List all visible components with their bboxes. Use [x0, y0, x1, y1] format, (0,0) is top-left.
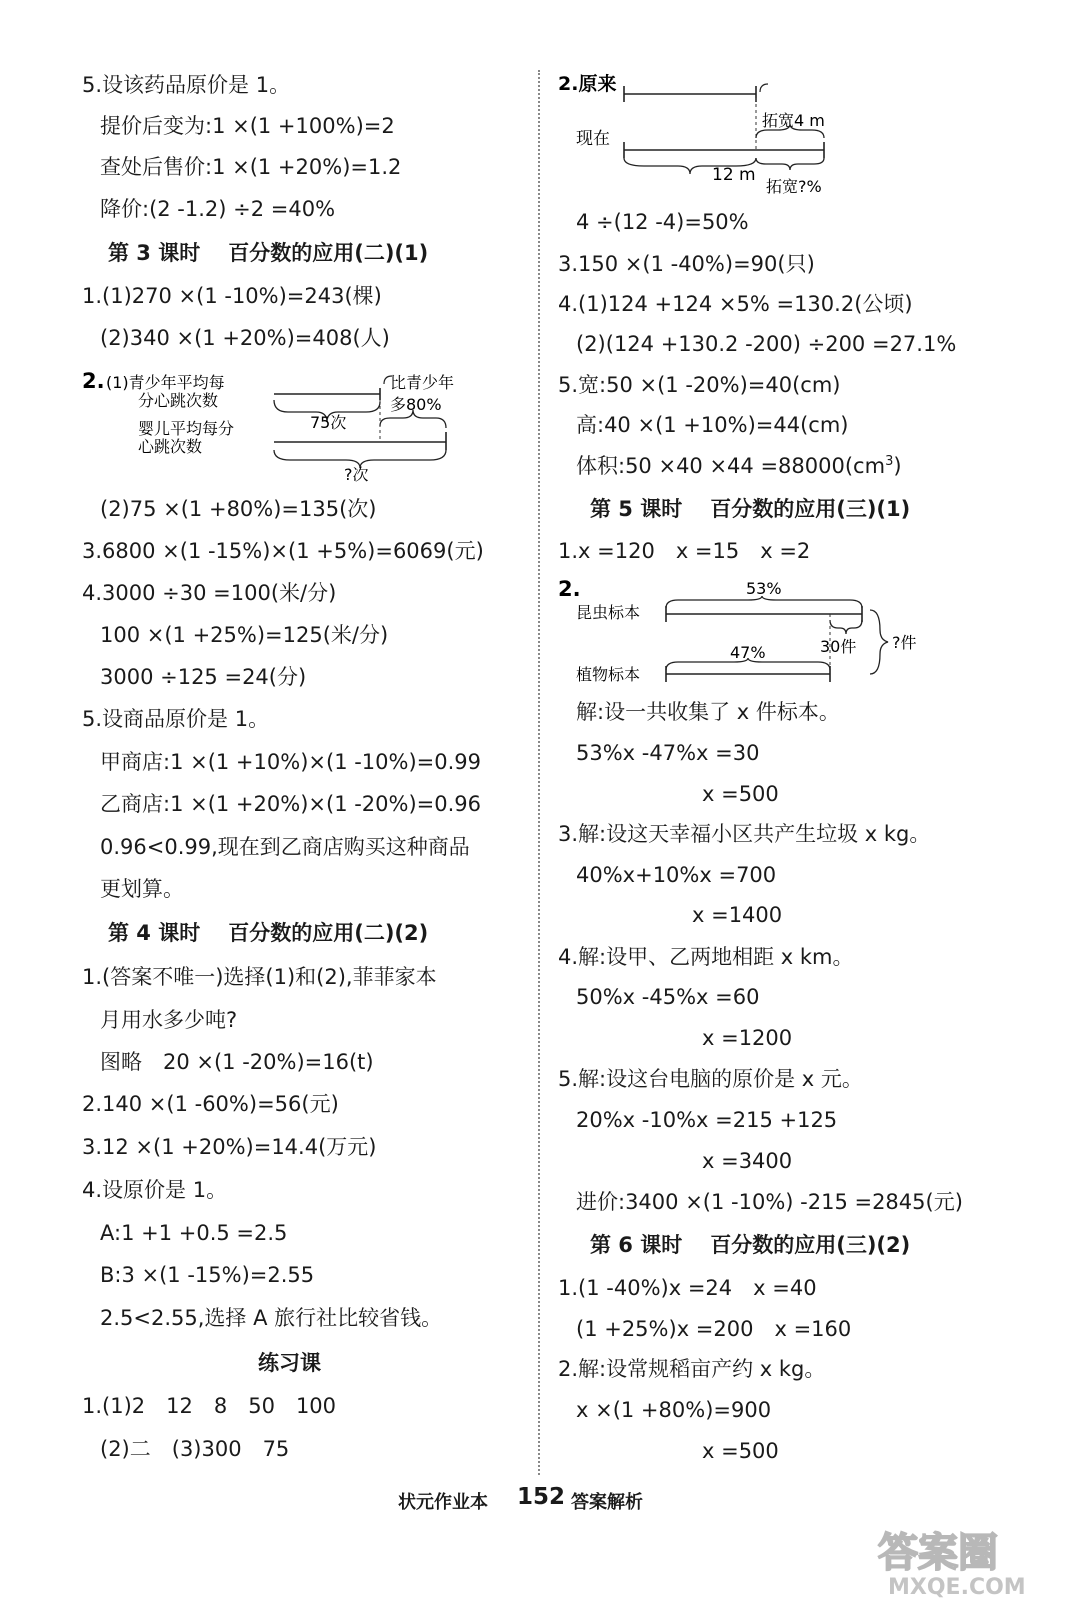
text-line: 4.解:设甲、乙两地相距 x km。	[558, 945, 854, 969]
watermark-text: 答案圈	[878, 1530, 998, 1576]
text-line: x =1200	[702, 1026, 793, 1050]
lesson-number: 第 3 课时	[108, 241, 201, 265]
text-line: 0.96<0.99,现在到乙商店购买这种商品	[100, 835, 470, 859]
text-line: 3.150 ×(1 -40%)=90(只)	[558, 252, 815, 276]
text-line: 53%x -47%x =30	[576, 741, 760, 765]
text-line: 20%x -10%x =215 +125	[576, 1108, 838, 1132]
text-line: 进价:3400 ×(1 -10%) -215 =2845(元)	[576, 1190, 963, 1214]
problem-5-setup: 5.设该药品原价是 1。	[82, 73, 291, 97]
length-12m: 12 m	[712, 165, 756, 185]
text-line: 5.解:设这台电脑的原价是 x 元。	[558, 1067, 863, 1091]
watermark-url: MXQE.COM	[888, 1575, 1026, 1600]
text-line: 乙商店:1 ×(1 +20%)×(1 -20%)=0.96	[100, 792, 482, 816]
count-30: 30件	[820, 637, 857, 656]
text-line: 2.解:设常规稻亩产约 x kg。	[558, 1357, 826, 1381]
lesson-5-heading	[590, 495, 910, 523]
lesson-number: 第 6 课时	[590, 1233, 683, 1257]
value-75: 75次	[310, 413, 347, 432]
teen-label-1: (1)青少年平均每	[106, 373, 225, 392]
text-line: 4.3000 ÷30 =100(米/分)	[82, 581, 337, 605]
text-line: A:1 +1 +0.5 =2.5	[100, 1221, 288, 1245]
column-divider	[538, 70, 540, 1475]
more-label-1: 比青少年	[390, 373, 455, 392]
insect-label: 昆虫标本	[576, 603, 641, 622]
teen-label-2: 分心跳次数	[138, 391, 219, 410]
lesson-title: 百分数的应用(二)(1)	[228, 241, 429, 265]
text-line: (2)二 (3)300 75	[100, 1437, 290, 1461]
text-line: x =3400	[702, 1149, 793, 1173]
text-line: 更划算。	[100, 877, 184, 901]
text-line: 40%x+10%x =700	[576, 863, 777, 887]
text-line: 4.设原价是 1。	[82, 1178, 228, 1202]
text-line: 高:40 ×(1 +10%)=44(cm)	[576, 413, 849, 437]
lesson-3-heading	[108, 239, 428, 267]
text-line: 3.12 ×(1 +20%)=14.4(万元)	[82, 1135, 377, 1159]
specimen-line-diagram	[554, 574, 974, 690]
lesson-6-heading	[590, 1231, 910, 1259]
text-line: 月用水多少吨?	[100, 1008, 238, 1032]
text-line: (1 +25%)x =200 x =160	[576, 1317, 852, 1341]
text-line: 甲商店:1 ×(1 +10%)×(1 -10%)=0.99	[100, 750, 482, 774]
lesson-number: 第 4 课时	[108, 921, 201, 945]
text-line: 1.(答案不唯一)选择(1)和(2),菲菲家本	[82, 965, 437, 989]
lesson-4-heading	[108, 919, 428, 947]
text-line: 1.x =120 x =15 x =2	[558, 539, 811, 563]
percent-53: 53%	[746, 579, 782, 598]
text-line: 提价后变为:1 ×(1 +100%)=2	[100, 114, 395, 138]
lesson-title: 百分数的应用(二)(2)	[228, 921, 429, 945]
road-widening-diagram	[554, 68, 874, 198]
superscript: 3	[885, 454, 894, 469]
text-line: 1.(1)2 12 8 50 100	[82, 1394, 337, 1418]
text-line: 100 ×(1 +25%)=125(米/分)	[100, 623, 389, 647]
problem-number: 2.	[558, 577, 581, 601]
baby-label-1: 婴儿平均每分	[138, 419, 235, 438]
text-line: 降价:(2 -1.2) ÷2 =40%	[100, 197, 336, 221]
text-line: 3000 ÷125 =24(分)	[100, 665, 307, 689]
lesson-number: 第 5 课时	[590, 497, 683, 521]
page-footer	[0, 1482, 1066, 1522]
lesson-title: 百分数的应用(三)(2)	[710, 1233, 911, 1257]
closing-paren: )	[893, 454, 902, 478]
text-line: 解:设一共收集了 x 件标本。	[576, 700, 840, 724]
text-line: (2)75 ×(1 +80%)=135(次)	[100, 497, 377, 521]
widen-4m-label: 拓宽4 m	[762, 111, 825, 130]
footer-section: 答案解析	[571, 1492, 643, 1513]
lesson-title: 百分数的应用(三)(1)	[710, 497, 911, 521]
text-line: 3.解:设这天幸福小区共产生垃圾 x kg。	[558, 822, 931, 846]
problem-number: 2.	[82, 369, 105, 393]
text-line: 图略 20 ×(1 -20%)=16(t)	[100, 1050, 374, 1074]
footer-book-title: 状元作业本	[398, 1492, 488, 1513]
text-line: x =500	[702, 1439, 779, 1463]
baby-label-2: 心跳次数	[138, 437, 203, 456]
heart-rate-line-diagram	[78, 364, 498, 482]
text-line: B:3 ×(1 -15%)=2.55	[100, 1263, 315, 1287]
text-line: 查处后售价:1 ×(1 +20%)=1.2	[100, 155, 402, 179]
original-label: 2.原来	[558, 73, 617, 95]
plant-label: 植物标本	[576, 665, 641, 684]
more-label-2: 多80%	[390, 395, 442, 414]
text-line: x =1400	[692, 903, 783, 927]
volume-line	[576, 452, 902, 480]
text-line: 5.宽:50 ×(1 -20%)=40(cm)	[558, 373, 841, 397]
text-line: 5.设商品原价是 1。	[82, 707, 270, 731]
page-number: 152	[517, 1484, 566, 1510]
text-line: 4 ÷(12 -4)=50%	[576, 210, 749, 234]
question-count: ?件	[892, 633, 917, 652]
text-line: 2.140 ×(1 -60%)=56(元)	[82, 1092, 339, 1116]
practice-heading: 练习课	[258, 1351, 321, 1375]
text-line: 1.(1 -40%)x =24 x =40	[558, 1276, 817, 1300]
text-line: 3.6800 ×(1 -15%)×(1 +5%)=6069(元)	[82, 539, 484, 563]
text-line: (2)(124 +130.2 -200) ÷200 =27.1%	[576, 332, 957, 356]
value-question: ?次	[344, 465, 369, 482]
now-label: 现在	[576, 129, 610, 149]
widen-percent-label: 拓宽?%	[766, 177, 822, 196]
volume-text: 体积:50 ×40 ×44 =88000(cm	[576, 454, 886, 478]
text-line: x ×(1 +80%)=900	[576, 1398, 772, 1422]
percent-47: 47%	[730, 643, 766, 662]
text-line: 2.5<2.55,选择 A 旅行社比较省钱。	[100, 1306, 443, 1330]
watermark-logo	[870, 1522, 1060, 1600]
text-line: x =500	[702, 782, 779, 806]
text-line: 4.(1)124 +124 ×5% =130.2(公顷)	[558, 292, 913, 316]
text-line: 50%x -45%x =60	[576, 985, 760, 1009]
text-line: (2)340 ×(1 +20%)=408(人)	[100, 326, 390, 350]
text-line: 1.(1)270 ×(1 -10%)=243(棵)	[82, 284, 382, 308]
